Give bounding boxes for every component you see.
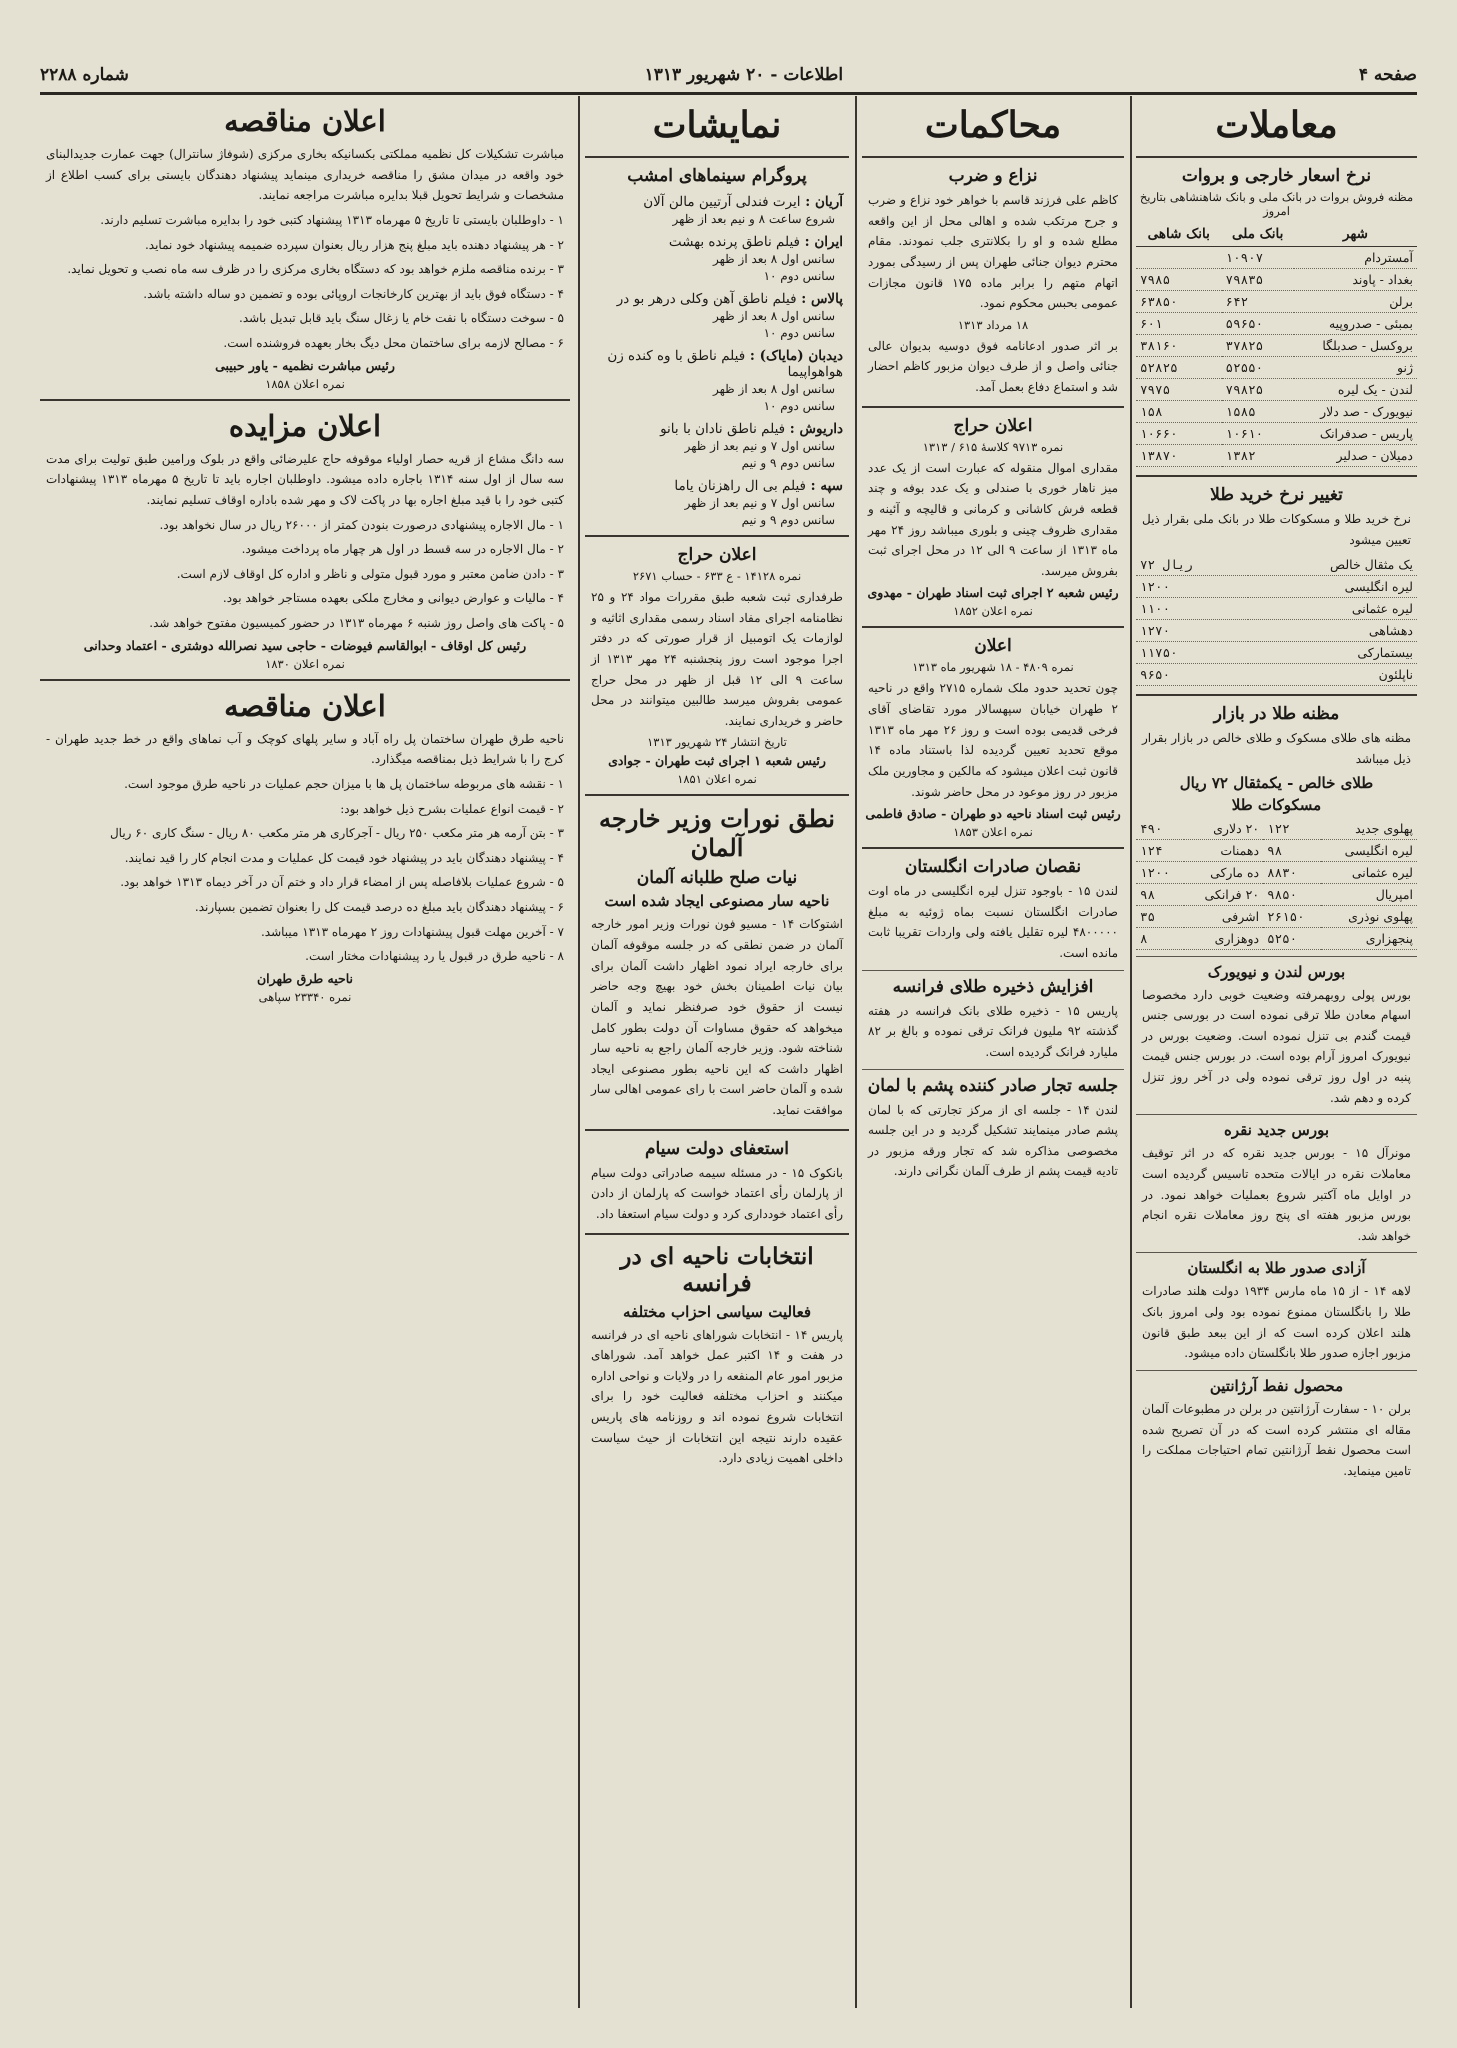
rate-row: [1136, 313, 1417, 335]
election-title: انتخابات ناحیه ای در فرانسه: [620, 1242, 814, 1297]
divider: [862, 156, 1124, 158]
cinema-separator: :: [800, 194, 815, 210]
notice-item: ۳ - بتن آرمه هر متر مکعب ۲۵۰ ریال - آجرکاری هر متر مکعب ۸۰ ریال - سنگ کاری ۶۰ ریال: [109, 826, 564, 841]
gold-price: ۱۲۰۰: [1136, 576, 1248, 598]
wool-text: لندن ۱۴ - جلسه ای از مرکز تجارتی که با لمان پشم صادر مینمایند تشکیل گردید و در این جلسه مخصوصی مذاکره شد که تجار ورقه مزبور در تادیه قیمت پشم از طرف آلمان نگرانی دارند.: [868, 1102, 1118, 1179]
rate-row: [1136, 247, 1417, 269]
cinema-showtime: سانس دوم ۹ و نیم: [741, 513, 835, 527]
gold-row: [1136, 664, 1417, 686]
gold-item: لیره عثمانی: [1248, 598, 1417, 620]
auction-signature: رئیس شعبه ۱ اجرای ثبت طهران - جوادی: [608, 753, 826, 769]
tender-number: نمره اعلان ۱۸۵۸: [265, 376, 345, 391]
coin-row: [1136, 883, 1417, 905]
cinema-showtime: سانس اول ۸ بعد از ظهر: [713, 382, 835, 396]
uk-exports-title: نقصان صادرات انگلستان: [904, 857, 1082, 878]
divider: [585, 535, 849, 537]
cinema-separator: :: [799, 234, 815, 250]
coin-price: ۵۲۵۰: [1263, 927, 1321, 949]
cinema-showtime: سانس دوم ۱۰: [763, 399, 835, 413]
gold-body: [1136, 554, 1417, 686]
tender2-signature: ناحیه طرق طهران: [257, 970, 353, 986]
gold-row: [1136, 642, 1417, 664]
germany-title: نطق نورات وزیر خارجه آلمان: [599, 804, 835, 863]
column-title: محاکمات: [924, 104, 1062, 146]
sale-items: [40, 515, 570, 634]
divider: [1136, 1370, 1417, 1371]
gold-price-table: [1136, 554, 1417, 686]
coin-name: ده مارکی: [1184, 861, 1263, 883]
auction-number: نمره اعلان ۱۸۵۲: [953, 604, 1033, 619]
gold-row: [1136, 620, 1417, 642]
rates-body: [1136, 247, 1417, 467]
gold-item: لیره انگلیسی: [1248, 576, 1417, 598]
coin-row: [1136, 818, 1417, 840]
coin-name: پهلوی نوذری: [1321, 905, 1417, 927]
divider: [1136, 1114, 1417, 1115]
divider: [585, 794, 849, 796]
auction-title: اعلان حراج: [677, 545, 757, 565]
auction-text: طرفداری ثبت شعبه طبق مقررات مواد ۲۴ و ۲۵ نظامنامه اجرای مفاد اسناد رسمی مقداری اثاثیه و لوازمات یک اتومبیل از قرار صورتی که در دفتر اجرا موجود است روز پنجشنبه ۲۴ مهر ۱۳۱۳ از ساعت ۹ الی ۱۲ قبل از ظهر در محل حراج عمومی بفروش میرسد طالبین میتوانند در محل حاضر و خریداری نمایند.: [591, 590, 844, 728]
bazaar-title: مظنه طلا در بازار: [1213, 704, 1340, 725]
gold-item: یک مثقال خالص: [1248, 554, 1417, 576]
tender2-items: [40, 774, 570, 967]
coin-name: ۲۰ فرانکی: [1184, 883, 1263, 905]
divider: [1136, 694, 1417, 696]
coin-price: ۹۸: [1263, 839, 1321, 861]
masthead-rule: [40, 92, 1417, 95]
exchange-rates-table: [1136, 222, 1417, 467]
tender-title: اعلان مناقصه: [224, 104, 386, 138]
divider: [862, 970, 1124, 971]
cinema-film: فیلم ناطق پرنده بهشت: [668, 234, 800, 250]
column-divider: [855, 96, 857, 2008]
cinema-entry: [585, 348, 849, 413]
gold-price: ۱۱۷۵۰: [1136, 642, 1248, 664]
cinema-film: فیلم ناطق آهن وکلی درهر بو در: [616, 291, 797, 307]
coin-price: ۸۸۳۰: [1263, 861, 1321, 883]
rate-melli: ۵۲۵۵۰: [1222, 357, 1294, 379]
notice-signature: رئیس ثبت اسناد ناحیه دو طهران - صادق فاطمی: [865, 806, 1121, 822]
rate-melli: ۱۰۶۱۰: [1222, 423, 1294, 445]
notice-text: چون تحدید حدود ملک شماره ۲۷۱۵ واقع در ناحیه ۲ طهران خیابان سپهسالار مورد تقاضای آقای فرخی قدیمی بوده است و روز ۲۶ مهر ماه ۱۳۱۳ موقع تحدید تعیین گردیده لذا باستناد ماده ۱۴ قانون ثبت اعلان میشود که مالکین و مجاورین ملک مزبور در روز موعود در محل حاضر شوند.: [868, 681, 1118, 799]
tender-signature: رئیس مباشرت نظمیه - یاور حبیبی: [215, 357, 395, 373]
coin-price: ۳۵: [1136, 905, 1184, 927]
notice-item: ۶ - پیشنهاد دهندگان باید مبلغ ده درصد قیمت کل را بعنوان تضمین بسپارند.: [194, 900, 564, 914]
cinema-showtime: سانس دوم ۹ و نیم: [741, 456, 835, 470]
coin-price: ۱۲۲: [1263, 818, 1321, 840]
cinema-separator: :: [796, 291, 811, 307]
rate-shahi: ۶۳۸۵۰: [1136, 291, 1222, 313]
rate-city: بروکسل - صدبلگا: [1294, 335, 1417, 357]
election-subtitle: فعالیت سیاسی احزاب مختلفه: [622, 1302, 812, 1321]
auction-signature: رئیس شعبه ۲ اجرای ثبت اسناد طهران - مهدوی: [867, 585, 1119, 601]
case-text: کاظم علی فرزند قاسم با خواهر خود نزاع و ضرب و جرح مرتکب شده و اهالی محل از این واقعه مطلع شده و او را بکلانتری جلب نمودند. مقام محترم دیوان جنائی طهران پس از رسیدگی بمورد اتهام متهم را برابر ماده ۱۷۵ قانون مجازات عمومی بحبس محکوم نمود.: [868, 193, 1118, 311]
divider: [862, 1069, 1124, 1070]
cinema-showtime: شروع ساعت ۸ و نیم بعد از ظهر: [672, 212, 835, 226]
cinema-entry: [585, 234, 849, 283]
rates-title: نرخ اسعار خارجی و بروات: [1181, 166, 1372, 186]
rate-melli: ۶۴۲: [1222, 291, 1294, 313]
gold-row: [1136, 554, 1417, 576]
tender2-text: ناحیه طرق طهران ساختمان پل راه آباد و سایر پلهای کوچک و آب نماهای واقع در خط جدید طهران - کرج را با شرایط ذیل بمناقصه میگذارد.: [46, 731, 564, 767]
cinema-separator: :: [745, 348, 760, 364]
page-number: صفحه ۴: [1358, 65, 1417, 85]
rate-city: پاریس - صدفرانک: [1294, 423, 1417, 445]
rate-melli: ۳۷۸۲۵: [1222, 335, 1294, 357]
coin-name: دوهزاری: [1184, 927, 1263, 949]
rate-melli: ۱۳۸۲: [1222, 445, 1294, 467]
silver-title: بورس جدید نقره: [1223, 1121, 1329, 1140]
rate-row: [1136, 401, 1417, 423]
coin-name: اشرفی: [1184, 905, 1263, 927]
sale-signature: رئیس کل اوقاف - ابوالقاسم فیوضات - حاجی سید نصرالله دوشتری - اعتماد وحدانی: [83, 637, 527, 653]
cinema-name: داریوش: [799, 421, 843, 437]
cinema-entry: [585, 478, 849, 527]
rate-city: ژنو: [1294, 357, 1417, 379]
rate-city: بغداد - پاوند: [1294, 269, 1417, 291]
header-shahi: بانک شاهی: [1136, 222, 1222, 247]
rate-melli: ۷۹۸۲۵: [1222, 379, 1294, 401]
rate-city: برلن: [1294, 291, 1417, 313]
cinema-name: پالاس: [810, 291, 843, 307]
rate-city: آمستردام: [1294, 247, 1417, 269]
rate-city: نیویورک - صد دلار: [1294, 401, 1417, 423]
coins-title: مسکوکات طلا: [1231, 795, 1322, 814]
gold-row: [1136, 598, 1417, 620]
cinema-name: ایران: [814, 234, 843, 250]
divider: [585, 1129, 849, 1131]
rate-shahi: ۷۹۷۵: [1136, 379, 1222, 401]
cinema-name-line: [591, 291, 843, 307]
rate-row: [1136, 335, 1417, 357]
gold-price: ۱۲۷۰: [1136, 620, 1248, 642]
london-text: بورس پولی روبهمرفته وضعیت خوبی دارد مخصوصا اسهام معادن طلا ترقی نموده است در بورسی جنس قیمت گندم بی تنزل نموده است. وضعیت بورس در نیویورک امروز آرام بوده است. در بورس جنس قیمت پنبه در اول روز ترقی نموده ولی در آخر روز تنزل کرده و دهم شد.: [1142, 987, 1411, 1105]
election-text: پاریس ۱۴ - انتخابات شوراهای ناحیه ای در فرانسه در هفت و ۱۴ اکتبر عمل خواهد آمد. شوراهای مزبور امور عام المنفعه را در ولایات و نواحی اداره میکنند و احزاب مختلفه فعالیت خود را برای انتخابات شروع نموده اند و روزنامه های پاریس عقیده دارند نتیجه این انتخابات از حیث سیاست داخلی اهمیت زیادی دارد.: [591, 1327, 843, 1466]
gold-price: ۷۲ ریال: [1136, 554, 1248, 576]
notice-title: اعلان: [974, 636, 1012, 657]
rate-shahi: ۱۵۸: [1136, 401, 1222, 423]
cinema-showtime: سانس دوم ۱۰: [763, 326, 835, 340]
sale-number: نمره اعلان ۱۸۳۰: [265, 656, 345, 671]
coin-name: دهمنات: [1184, 839, 1263, 861]
tender-text: مباشرت تشکیلات کل نظمیه مملکتی بکسانیکه بخاری مرکزی (شوفاژ سانترال) جهت عمارت جدیدالبنای خود واقعه در میدان مشق را مناقصه خریداری مینماید پیشنهاد دهندگان بایستی برای کسب اطلاع از مشخصات و شرایط تحویل قبلا بدایره مباشرت مراجعه نمایند.: [46, 147, 564, 203]
notice-item: ۲ - مال الاجاره در سه قسط در اول هر چهار ماه پرداخت میشود.: [241, 542, 564, 557]
freedom-title: آزادی صدور طلا به انگلستان: [1187, 1259, 1366, 1278]
rate-city: دمیلان - صدلیر: [1294, 445, 1417, 467]
coin-name: لیره عثمانی: [1321, 861, 1417, 883]
rate-melli: ۱۵۸۵: [1222, 401, 1294, 423]
cinema-list: [585, 194, 849, 527]
cinema-entry: [585, 421, 849, 470]
coin-price: ۸: [1136, 927, 1184, 949]
notice-item: ۱ - داوطلبان بایستی تا تاریخ ۵ مهرماه ۱۳۱۳ پیشنهاد کتبی خود را بدایره مباشرت تسلیم دارند.: [100, 212, 564, 227]
rate-row: [1136, 379, 1417, 401]
cinema-separator: :: [805, 478, 821, 494]
notice-item: ۵ - پاکت های واصل روز شنبه ۶ مهرماه ۱۳۱۳ در حضور کمیسیون مفتوح خواهد شد.: [149, 616, 564, 630]
auction-date: تاریخ انتشار ۲۴ شهریور ۱۳۱۳: [647, 735, 787, 750]
gold-item: دهشاهی: [1248, 620, 1417, 642]
coin-row: [1136, 861, 1417, 883]
rate-shahi: ۳۸۱۶۰: [1136, 335, 1222, 357]
masthead: [40, 62, 1417, 88]
cinema-showtime: سانس اول ۸ بعد از ظهر: [713, 252, 835, 266]
divider: [1136, 956, 1417, 957]
coin-row: [1136, 927, 1417, 949]
notice-item: ۳ - برنده مناقصه ملزم خواهد بود که دستگاه بخاری مرکزی را در ظرف سه ماه نصب و تحویل نماید.: [67, 262, 564, 277]
coin-price: ۱۲۰۰: [1136, 861, 1184, 883]
rate-row: [1136, 269, 1417, 291]
coin-price: ۴۹۰: [1136, 818, 1184, 840]
case-date: ۱۸ مرداد ۱۳۱۳: [957, 317, 1029, 332]
wool-title: جلسه تجار صادر کننده پشم با لمان: [867, 1075, 1119, 1096]
uk-exports-text: لندن ۱۵ - باوجود تنزل لیره انگلیسی در ماه اوت صادرات انگلستان نسبت بماه ژوئیه به مبلغ ۴۸۰۰۰۰۰ لیره تقلیل یافته ولی واردات تقریبا ثابت مانده است.: [868, 884, 1118, 960]
cinema-film: فیلم ناطق با وه کنده زن هواهواپیما: [607, 348, 843, 380]
column-shows: [585, 96, 849, 2008]
notice-item: ۵ - سوخت دستگاه با نفت خام یا زغال سنگ باید قابل تبدیل باشد.: [239, 311, 564, 326]
notice-item: ۵ - شروع عملیات بلافاصله پس از امضاء قرار داد و ختم آن در آخر دیماه ۱۳۱۳ خواهد بود.: [120, 875, 564, 890]
rate-shahi: [1136, 247, 1222, 269]
cinema-name-line: [591, 194, 843, 210]
auction-title: اعلان حراج: [953, 415, 1033, 436]
header-city: شهر: [1294, 222, 1417, 247]
notice-item: ۶ - مصالح لازمه برای ساختمان محل دیگ بخار بعهده فروشنده است.: [223, 336, 564, 350]
divider: [1136, 1252, 1417, 1253]
rate-shahi: ۱۰۶۶۰: [1136, 423, 1222, 445]
notice-item: ۴ - پیشنهاد دهندگان باید در پیشنهاد خود قیمت کل عملیات و مدت انجام کار را قید نمایند.: [124, 850, 564, 865]
coin-name: ۲۰ دلاری: [1184, 818, 1263, 840]
germany-subtitle: نیات صلح طلبانه آلمان: [636, 868, 798, 889]
coin-price: ۹۸: [1136, 883, 1184, 905]
gold-price: ۱۱۰۰: [1136, 598, 1248, 620]
cinema-name-line: [591, 348, 843, 380]
cinema-program-title: پروگرام سینماهای امشب: [627, 166, 807, 186]
cinema-film: ایرت فندلی آرتیین مالن آلان: [643, 194, 801, 210]
france-gold-title: افزایش ذخیره طلای فرانسه: [892, 976, 1094, 997]
oil-text: برلن ۱۰ - سفارت آرژانتین در برلن در مطبوعات آلمان مقاله ای منتشر کرده است که در آن تصریح شده است محصول نفط آرژانتین تمام احتیاجات مملکت را تامین مینماید.: [1142, 1401, 1411, 1478]
divider: [862, 406, 1124, 408]
column-divider: [578, 96, 580, 2008]
cinema-entry: [585, 194, 849, 226]
silver-text: مونرآل ۱۵ - بورس جدید نقره که در اثر توقیف معاملات نقره در ایالات متحده تاسیس گردیده است در اوایل ماه آکتبر شروع بعملیات خواهد نمود. در بورس مزبور هفته ای پنج روز معاملات نقره انجام خواهد شد.: [1142, 1146, 1411, 1243]
rate-row: [1136, 291, 1417, 313]
coins-table: [1136, 818, 1417, 950]
divider: [585, 1233, 849, 1235]
auction-number: نمره اعلان ۱۸۵۱: [677, 772, 757, 787]
cinema-name: دیدبان (مایاک): [759, 348, 843, 364]
cinema-name: آریان: [814, 194, 843, 210]
coin-row: [1136, 905, 1417, 927]
cinema-film: فیلم بی ال راهزنان یاما: [674, 478, 806, 494]
notice-item: ۴ - دستگاه فوق باید از بهترین کارخانجات اروپائی بوده و تضمین دو ساله داشته باشد.: [143, 286, 564, 301]
divider: [585, 156, 849, 158]
pure-gold: طلای خالص - یکمثقال ۷۲ ریال: [1179, 773, 1374, 792]
notice-item: ۴ - مالیات و عوارض دیوانی و مخارج ملکی بعهده مستاجر خواهد بود.: [222, 591, 564, 606]
notice-number: نمره اعلان ۱۸۵۳: [953, 825, 1033, 840]
case-note: بر اثر صدور ادعانامه فوق دوسیه بدیوان عالی جنائی واصل و از طرف دیوان مزبور کاظم احضار شد و استماع دفاع بعمل آمد.: [868, 338, 1118, 394]
rate-melli: ۱۰۹۰۷: [1222, 247, 1294, 269]
oil-title: محصول نفط آرژانتین: [1209, 1376, 1344, 1395]
coin-name: پهلوی جدید: [1321, 818, 1417, 840]
tender-items: [40, 210, 570, 354]
issue-date: اطلاعات - ۲۰ شهریور ۱۳۱۳: [644, 65, 844, 85]
auction-meta: نمره ۱۴۱۲۸ - ع ۶۳۳ - حساب ۲۶۷۱: [632, 569, 802, 583]
rate-row: [1136, 423, 1417, 445]
auction-meta: نمره ۹۷۱۳ کلاسهٔ ۶۱۵ / ۱۳۱۳: [922, 439, 1064, 454]
notice-item: ۱ - نقشه های مربوطه ساختمان پل ها با میزان حجم عملیات در ناحیه طرق موجود است.: [124, 776, 564, 791]
cinema-name: سپه: [820, 478, 843, 494]
notice-item: ۱ - مال الاجاره پیشنهادی درصورت بنودن کمتر از ۲۶۰۰۰ ریال در سال نخواهد بود.: [159, 517, 564, 532]
coin-price: ۹۸۵۰: [1263, 883, 1321, 905]
cinema-entry: [585, 291, 849, 340]
cinema-separator: :: [785, 421, 800, 437]
notice-item: ۲ - قیمت انواع عملیات بشرح ذیل خواهد بود:: [340, 801, 564, 816]
rate-melli: ۷۹۸۳۵: [1222, 269, 1294, 291]
divider: [862, 847, 1124, 849]
notice-item: ۸ - ناحیه طرق در قبول یا رد پیشنهادات مختار است.: [305, 949, 564, 964]
notice-item: ۷ - آخرین مهلت قبول پیشنهادات روز ۲ مهرماه ۱۳۱۳ میباشد.: [260, 924, 564, 939]
column-transactions: [1136, 96, 1417, 2008]
coin-name: پنجهزاری: [1321, 927, 1417, 949]
issue-number: شماره ۲۲۸۸: [40, 65, 129, 85]
column-divider: [1130, 96, 1132, 2008]
rate-city: لندن - یک لیره: [1294, 379, 1417, 401]
bazaar-text: مظنه های طلای مسکوک و طلای خالص در بازار بقرار ذیل میباشد: [1142, 731, 1411, 766]
freedom-text: لاهه ۱۴ - از ۱۵ ماه مارس ۱۹۳۴ دولت هلند صادرات طلا را بانگلستان ممنوع نموده بود ولی امروز بانک هلند اعلان کرده است که از این ببعد طبق قانون مزبور اجازه صدور طلا بانگلستان داده میشود.: [1142, 1284, 1412, 1361]
cinema-name-line: [591, 478, 843, 494]
auction-text: مقداری اموال منقوله که عبارت است از یک عدد میز ناهار خوری با صندلی و یک عدد بوفه و چند قطعه فرش کاشانی و کرمانی و قالیچه و آئینه و مقداری ظروف چینی و بلوری میباشد روز ۲۴ مهر ماه ۱۳۱۳ از ساعت ۹ الی ۱۲ در محل اجرای ثبت بفروش میرسد.: [868, 460, 1119, 578]
column-title: معاملات: [1215, 104, 1338, 146]
coin-row: [1136, 839, 1417, 861]
divider: [40, 399, 570, 401]
notice-meta: نمره ۴۸۰۹ - ۱۸ شهریور ماه ۱۳۱۳: [912, 660, 1074, 675]
cinema-name-line: [591, 421, 843, 437]
germany-subtitle-2: ناحیه سار مصنوعی ایجاد شده است: [604, 892, 830, 911]
rate-shahi: ۵۲۸۲۵: [1136, 357, 1222, 379]
rate-melli: ۵۹۶۵۰: [1222, 313, 1294, 335]
tender2-number: نمره ۲۳۳۴۰ سپاهی: [258, 989, 352, 1004]
rate-city: بمبئی - صدروپیه: [1294, 313, 1417, 335]
london-title: بورس لندن و نیویورک: [1207, 962, 1346, 981]
siam-title: استعفای دولت سیام: [645, 1138, 789, 1159]
coin-name: لیره انگلیسی: [1321, 839, 1417, 861]
siam-text: بانکوک ۱۵ - در مسئله سیمه صادراتی دولت سیام از پارلمان رأی اعتماد خواست که پارلمان از دادن رأی اعتماد خودداری کرد و دولت سیام استعفا داد.: [591, 1165, 844, 1221]
column-court: [862, 96, 1124, 2008]
notice-item: ۳ - دادن ضامن معتبر و مورد قبول متولی و ناظر و اداره کل اوقاف لازم است.: [176, 566, 564, 581]
gold-item: بیستمارکی: [1248, 642, 1417, 664]
divider: [1136, 475, 1417, 477]
france-gold-text: پاریس ۱۵ - ذخیره طلای بانک فرانسه در هفته گذشته ۹۲ ملیون فرانک ترقی نموده و بالغ بر ۸۲ ملیارد فرانک گردیده است.: [868, 1003, 1119, 1059]
column-notices: [40, 96, 570, 2008]
coin-price: ۲۶۱۵۰: [1263, 905, 1321, 927]
divider: [40, 679, 570, 681]
rate-shahi: ۶۰۱: [1136, 313, 1222, 335]
cinema-showtime: سانس اول ۷ و نیم بعد از ظهر: [684, 496, 835, 510]
rate-shahi: ۷۹۸۵: [1136, 269, 1222, 291]
gold-item: ناپلئون: [1248, 664, 1417, 686]
sale-text: سه دانگ مشاع از قریه حصار اولیاء موقوفه حاج علیرضائی واقع در بلوک ورامین طبق تولیت برای مدت سه سال از اول سنه ۱۳۱۴ باجاره داده میشود. داوطلبان اجاره باید تا تاریخ ۵ مهرماه ۱۳۱۳ پیشنهادات کتبی خود را با قید مبلغ اجاره بها در پاکت لاک و مهر شده باداره اوقاف تسلیم نمایند.: [46, 451, 564, 507]
gold-row: [1136, 576, 1417, 598]
divider: [1136, 156, 1417, 158]
coin-price: ۱۲۴: [1136, 839, 1184, 861]
rate-row: [1136, 357, 1417, 379]
rate-row: [1136, 445, 1417, 467]
divider: [862, 626, 1124, 628]
gold-price: ۹۶۵۰: [1136, 664, 1248, 686]
germany-text: اشتوکات ۱۴ - مسیو فون نورات وزیر امور خارجه آلمان در ضمن نطقی که در جلسه موقوفه آلمان برای خارجه ایراد نمود اظهار داشت آلمان برای بیان نیات اطمینان بخش خود بهیچ وجه حاضر نیست از حقوق خود صرفنظر نماید و آلمان میخواهد که حقوق مساوات آن دولت بطور کامل شناخته شود. وزیر خارجه آلمان راجع به ناحیه سار اظهار داشت که این ناحیه بطور مصنوعی ایجاد شده و آلمان حاضر است با رای عمومی اهالی سار موافقت نماید.: [591, 917, 843, 1117]
gold-price-text: نرخ خرید طلا و مسکوکات طلا در بانک ملی بقرار ذیل تعیین میشود: [1142, 512, 1411, 547]
case-title: نزاع و ضرب: [948, 166, 1038, 186]
cinema-name-line: [591, 234, 843, 250]
coins-body: [1136, 818, 1417, 950]
cinema-showtime: سانس اول ۷ و نیم بعد از ظهر: [684, 439, 835, 453]
cinema-showtime: سانس اول ۸ بعد از ظهر: [713, 309, 835, 323]
coin-name: امپریال: [1321, 883, 1417, 905]
column-title: نمایشات: [652, 104, 782, 146]
rates-header: [1136, 222, 1417, 247]
cinema-showtime: سانس دوم ۱۰: [763, 269, 835, 283]
tender2-title: اعلان مناقصه: [224, 688, 386, 723]
cinema-film: فیلم ناطق نادان با بانو: [660, 421, 786, 437]
rates-subtitle: مظنه فروش بروات در بانک ملی و بانک شاهنشاهی بتاریخ امروز: [1139, 190, 1414, 218]
rate-shahi: ۱۳۸۷۰: [1136, 445, 1222, 467]
notice-item: ۲ - هر پیشنهاد دهنده باید مبلغ پنج هزار ریال بعنوان سپرده ضمیمه پیشنهاد خود نماید.: [144, 237, 564, 252]
gold-price-title: تغییر نرخ خرید طلا: [1210, 485, 1343, 505]
sale-title: اعلان مزایده: [228, 408, 382, 443]
header-melli: بانک ملی: [1222, 222, 1294, 247]
